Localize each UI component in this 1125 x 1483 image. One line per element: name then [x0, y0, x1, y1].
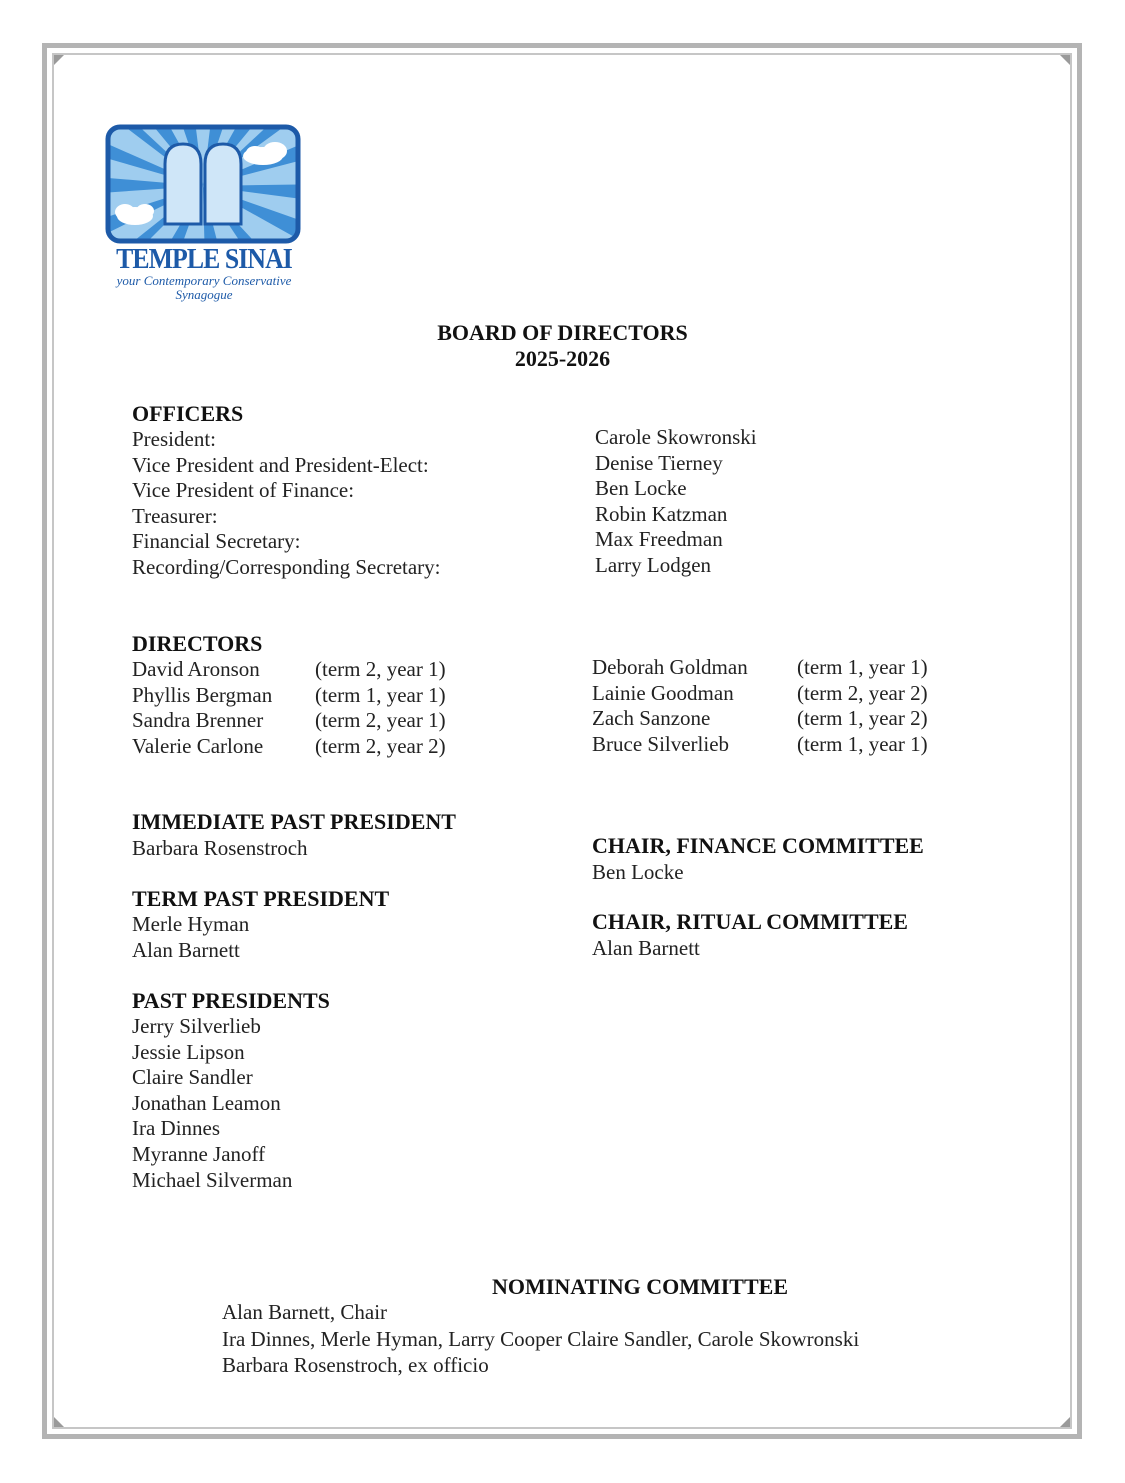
- director-term: (term 1, year 1): [797, 655, 928, 679]
- director-name: Lainie Goodman: [592, 680, 734, 705]
- term-past-president-name: Merle Hyman: [132, 912, 250, 936]
- nominating-line: Ira Dinnes, Merle Hyman, Larry Cooper Claire Sandler, Carole Skowronski: [222, 1326, 860, 1351]
- officer-name: Ben Locke: [595, 476, 687, 501]
- past-president-name: Myranne Janoff: [132, 1141, 266, 1166]
- past-president-name: Jerry Silverlieb: [132, 1014, 261, 1038]
- temple-sinai-logo: [105, 124, 301, 244]
- directors-right-terms: [797, 655, 928, 757]
- officer-name: Robin Katzman: [595, 501, 728, 526]
- nominating-committee-lines: [222, 1299, 859, 1379]
- officer-role: President:: [132, 427, 216, 451]
- chair-finance-heading: CHAIR, FINANCE COMMITTEE: [592, 833, 924, 858]
- director-term: (term 1, year 2): [797, 706, 928, 731]
- immediate-past-president-heading: IMMEDIATE PAST PRESIDENT: [132, 809, 456, 834]
- past-presidents-list: [132, 1014, 292, 1193]
- officer-role: Vice President and President-Elect:: [132, 452, 429, 477]
- officers-heading: OFFICERS: [132, 401, 244, 426]
- officer-role: Financial Secretary:: [132, 529, 301, 554]
- officer-roles: [132, 427, 441, 581]
- officer-role: Vice President of Finance:: [132, 478, 355, 503]
- officer-role: Treasurer:: [132, 503, 218, 528]
- past-president-name: Jonathan Leamon: [132, 1090, 281, 1115]
- immediate-past-president-name: Barbara Rosenstroch: [132, 836, 308, 860]
- directors-left-names: [132, 657, 272, 759]
- director-term: (term 2, year 1): [315, 657, 446, 681]
- officer-name: Larry Lodgen: [595, 552, 712, 577]
- page-year: 2025-2026: [514, 346, 611, 371]
- director-name: Deborah Goldman: [592, 655, 748, 679]
- logo-tagline-line2: Synagogue: [175, 287, 233, 302]
- logo-wordmark: TEMPLE SINAI: [116, 244, 292, 275]
- director-name: Zach Sanzone: [592, 706, 711, 731]
- term-past-president-names: [132, 912, 249, 963]
- director-term: (term 1, year 1): [315, 682, 446, 707]
- director-term: (term 2, year 2): [315, 733, 446, 758]
- director-term: (term 2, year 1): [315, 708, 446, 733]
- nominating-committee-heading: NOMINATING COMMITTEE: [492, 1274, 788, 1299]
- nominating-line: Barbara Rosenstroch, ex officio: [222, 1353, 489, 1377]
- past-president-name: Michael Silverman: [132, 1167, 293, 1192]
- officer-names: [595, 425, 757, 579]
- director-term: (term 1, year 1): [797, 731, 928, 756]
- directors-left-terms: [315, 657, 446, 759]
- chair-finance-name: Ben Locke: [592, 860, 684, 884]
- nominating-line: Alan Barnett, Chair: [222, 1300, 388, 1324]
- past-president-name: Jessie Lipson: [132, 1039, 245, 1064]
- officer-name: Denise Tierney: [595, 450, 723, 475]
- logo-tagline: [104, 274, 304, 302]
- director-name: Bruce Silverlieb: [592, 731, 730, 756]
- past-president-name: Claire Sandler: [132, 1065, 253, 1090]
- chair-ritual-name: Alan Barnett: [592, 936, 700, 960]
- corner-ornament-bottom-right: [1060, 1417, 1070, 1427]
- chair-ritual-heading: CHAIR, RITUAL COMMITTEE: [592, 909, 908, 934]
- officer-name: Max Freedman: [595, 527, 723, 552]
- page-title: BOARD OF DIRECTORS: [437, 320, 688, 345]
- corner-ornament-top-right: [1060, 55, 1070, 65]
- director-name: David Aronson: [132, 657, 260, 681]
- director-name: Valerie Carlone: [132, 733, 264, 758]
- officer-role: Recording/Corresponding Secretary:: [132, 554, 441, 579]
- director-name: Sandra Brenner: [132, 708, 264, 733]
- past-president-name: Ira Dinnes: [132, 1116, 221, 1141]
- term-past-president-name: Alan Barnett: [132, 937, 240, 962]
- officer-name: Carole Skowronski: [595, 425, 757, 449]
- directors-right-names: [592, 655, 748, 757]
- director-term: (term 2, year 2): [797, 680, 928, 705]
- corner-ornament-bottom-left: [54, 1417, 64, 1427]
- past-presidents-heading: PAST PRESIDENTS: [132, 988, 330, 1013]
- term-past-president-heading: TERM PAST PRESIDENT: [132, 886, 390, 911]
- director-name: Phyllis Bergman: [132, 682, 273, 707]
- logo-tagline-line1: your Contemporary Conservative: [116, 273, 292, 288]
- directors-heading: DIRECTORS: [132, 631, 263, 656]
- corner-ornament-top-left: [54, 55, 64, 65]
